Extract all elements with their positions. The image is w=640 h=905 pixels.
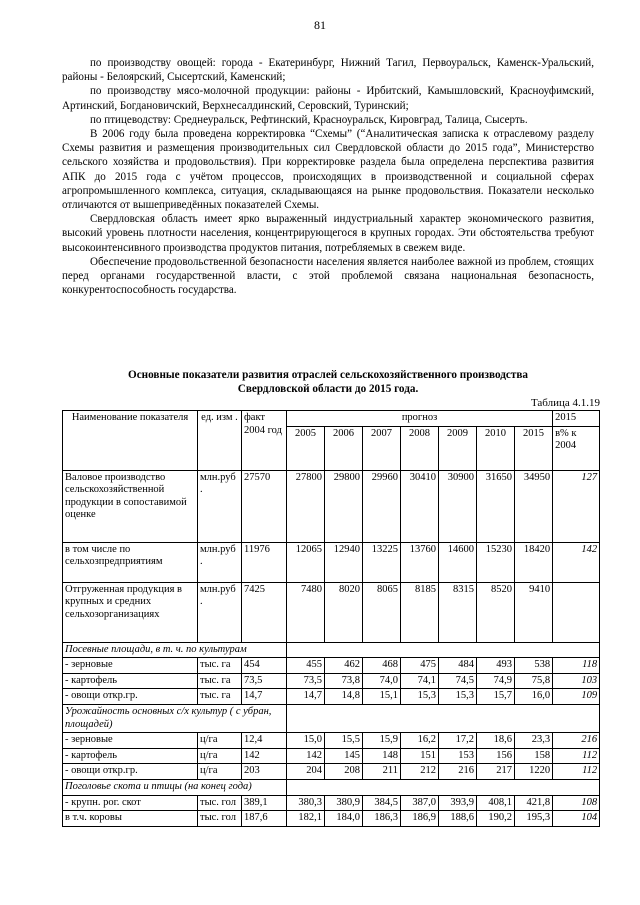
table-row: [63, 470, 600, 542]
row-fact: 389,1: [242, 795, 287, 811]
header-year: 2010: [477, 426, 515, 470]
section-row: [63, 704, 600, 732]
row-value: 156: [477, 748, 515, 764]
row-value: 73,5: [287, 673, 325, 689]
row-pct: 103: [553, 673, 600, 689]
header-year: 2005: [287, 426, 325, 470]
row-value: 74,9: [477, 673, 515, 689]
header-year: 2009: [439, 426, 477, 470]
header-year: 2015: [515, 426, 553, 470]
row-value: 216: [439, 764, 477, 780]
header-fact: факт 2004 год: [242, 411, 287, 471]
row-unit: тыс. гол: [198, 811, 242, 827]
row-value: 384,5: [363, 795, 401, 811]
row-value: 74,5: [439, 673, 477, 689]
row-value: 462: [325, 658, 363, 674]
header-year: 2008: [401, 426, 439, 470]
row-label: в том числе по сельхозпредприятиям: [63, 542, 198, 582]
row-value: 186,3: [363, 811, 401, 827]
row-unit: тыс. га: [198, 689, 242, 705]
row-pct: 142: [553, 542, 600, 582]
row-label: - овощи откр.гр.: [63, 764, 198, 780]
row-value: 34950: [515, 470, 553, 542]
row-unit: ц/га: [198, 764, 242, 780]
row-label: - зерновые: [63, 658, 198, 674]
row-unit: тыс. гол: [198, 795, 242, 811]
row-value: 74,1: [401, 673, 439, 689]
row-value: 15,1: [363, 689, 401, 705]
row-value: 151: [401, 748, 439, 764]
row-pct: 127: [553, 470, 600, 542]
table-row: [63, 658, 600, 674]
row-value: 14,8: [325, 689, 363, 705]
row-pct: 104: [553, 811, 600, 827]
table-row: [63, 542, 600, 582]
table-row: [63, 764, 600, 780]
row-unit: тыс. га: [198, 658, 242, 674]
row-label: - овощи откр.гр.: [63, 689, 198, 705]
paragraph: Обеспечение продовольственной безопасности населения является наиболее важной из проблем, стоящих перед органами государственной власти, с этой проблемой связана национальная безопасность, конкурентоспособность государства.: [62, 255, 594, 297]
row-value: 484: [439, 658, 477, 674]
paragraph: по производству мясо-молочной продукции: районы - Ирбитский, Камышловский, Красноуфимский, Артинский, Богдановичский, Верхнесалдинский, Серовский, Туринский;: [62, 85, 594, 112]
section-title: Урожайность основных с/х культур ( с убран, площадей): [63, 704, 287, 732]
row-value: 184,0: [325, 811, 363, 827]
row-pct: 118: [553, 658, 600, 674]
section-title: Посевные площади, в т. ч. по культурам: [63, 642, 287, 658]
row-value: 195,3: [515, 811, 553, 827]
row-value: 142: [287, 748, 325, 764]
indicators-table: [62, 410, 600, 827]
row-unit: млн.руб .: [198, 542, 242, 582]
row-value: 9410: [515, 582, 553, 642]
row-pct: [553, 582, 600, 642]
paragraph: по производству овощей: города - Екатеринбург, Нижний Тагил, Первоуральск, Каменск-Уральский, районы - Белоярский, Сысертский, Каменский;: [62, 57, 594, 84]
row-label: - крупн. рог. скот: [63, 795, 198, 811]
row-value: 148: [363, 748, 401, 764]
row-label: - картофель: [63, 748, 198, 764]
table-row: [63, 733, 600, 749]
header-pct-label: в% к 2004: [553, 426, 600, 470]
row-value: 23,3: [515, 733, 553, 749]
row-value: 8185: [401, 582, 439, 642]
row-value: 212: [401, 764, 439, 780]
row-value: 13225: [363, 542, 401, 582]
table-row: [63, 689, 600, 705]
row-value: 31650: [477, 470, 515, 542]
table-title-line: Свердловской области до 2015 года.: [237, 383, 419, 395]
row-value: 7480: [287, 582, 325, 642]
row-value: 14,7: [287, 689, 325, 705]
row-label: - картофель: [63, 673, 198, 689]
row-value: 27800: [287, 470, 325, 542]
row-value: 153: [439, 748, 477, 764]
row-value: 15,9: [363, 733, 401, 749]
row-value: 8520: [477, 582, 515, 642]
row-value: 1220: [515, 764, 553, 780]
row-value: 393,9: [439, 795, 477, 811]
row-label: Отгруженная продукция в крупных и средних сельхозорганизациях: [63, 582, 198, 642]
row-fact: 12,4: [242, 733, 287, 749]
section-filler: [287, 642, 600, 658]
row-value: 13760: [401, 542, 439, 582]
row-value: 18,6: [477, 733, 515, 749]
header-forecast: прогноз: [287, 411, 553, 427]
table-row: [63, 582, 600, 642]
row-value: 15,0: [287, 733, 325, 749]
row-value: 380,3: [287, 795, 325, 811]
row-value: 8315: [439, 582, 477, 642]
row-value: 186,9: [401, 811, 439, 827]
row-value: 75,8: [515, 673, 553, 689]
row-unit: млн.руб .: [198, 582, 242, 642]
row-value: 16,2: [401, 733, 439, 749]
table-row: [63, 811, 600, 827]
row-fact: 73,5: [242, 673, 287, 689]
row-pct: 216: [553, 733, 600, 749]
row-value: 380,9: [325, 795, 363, 811]
row-value: 15230: [477, 542, 515, 582]
row-unit: тыс. га: [198, 673, 242, 689]
row-value: 188,6: [439, 811, 477, 827]
row-value: 538: [515, 658, 553, 674]
table-title: [62, 368, 594, 396]
row-value: 15,7: [477, 689, 515, 705]
row-value: 158: [515, 748, 553, 764]
row-value: 14600: [439, 542, 477, 582]
body-text: [62, 56, 594, 297]
row-value: 468: [363, 658, 401, 674]
row-value: 211: [363, 764, 401, 780]
row-pct: 112: [553, 764, 600, 780]
row-label: - зерновые: [63, 733, 198, 749]
header-unit: ед. изм .: [198, 411, 242, 471]
row-value: 30900: [439, 470, 477, 542]
section-title: Поголовье скота и птицы (на конец года): [63, 779, 287, 795]
row-value: 15,3: [401, 689, 439, 705]
table-row: [63, 795, 600, 811]
row-label: Валовое производство сельскохозяйственной продукции в сопоставимой оценке: [63, 470, 198, 542]
row-value: 15,3: [439, 689, 477, 705]
row-label: в т.ч. коровы: [63, 811, 198, 827]
row-unit: ц/га: [198, 748, 242, 764]
row-value: 16,0: [515, 689, 553, 705]
table-row: [63, 748, 600, 764]
row-unit: ц/га: [198, 733, 242, 749]
table-number: Таблица 4.1.19: [530, 397, 600, 409]
header-name: Наименование показателя: [63, 411, 198, 471]
row-value: 217: [477, 764, 515, 780]
row-value: 493: [477, 658, 515, 674]
row-fact: 187,6: [242, 811, 287, 827]
paragraph: Свердловская область имеет ярко выраженный индустриальный характер экономического развития, высокий уровень плотности населения, концентрирующегося в крупных городах. Эти обстоятельства требуют высокоинтенсивного производства продуктов питания, потребляемых в свежем виде.: [62, 213, 594, 254]
row-fact: 454: [242, 658, 287, 674]
row-fact: 11976: [242, 542, 287, 582]
row-value: 182,1: [287, 811, 325, 827]
row-value: 455: [287, 658, 325, 674]
row-pct: 108: [553, 795, 600, 811]
row-value: 145: [325, 748, 363, 764]
page-number: 81: [314, 18, 326, 32]
row-value: 17,2: [439, 733, 477, 749]
header-year: 2006: [325, 426, 363, 470]
row-value: 18420: [515, 542, 553, 582]
row-value: 8065: [363, 582, 401, 642]
paragraph: по птицеводству: Среднеуральск, Рефтинский, Красноуральск, Кировград, Талица, Сысерть.: [90, 113, 528, 126]
row-value: 12940: [325, 542, 363, 582]
header-year: 2007: [363, 426, 401, 470]
row-value: 30410: [401, 470, 439, 542]
row-value: 29960: [363, 470, 401, 542]
row-value: 29800: [325, 470, 363, 542]
row-value: 475: [401, 658, 439, 674]
section-row: [63, 779, 600, 795]
row-fact: 203: [242, 764, 287, 780]
row-pct: 112: [553, 748, 600, 764]
row-value: 204: [287, 764, 325, 780]
row-pct: 109: [553, 689, 600, 705]
row-unit: млн.руб .: [198, 470, 242, 542]
row-value: 15,5: [325, 733, 363, 749]
row-value: 12065: [287, 542, 325, 582]
row-value: 387,0: [401, 795, 439, 811]
paragraph: В 2006 году была проведена корректировка “Схемы” (“Аналитическая записка к отраслевому разделу Схемы развития и размещения производительных сил Свердловской области до 2015 года”, Министерство сельского хозяйства и продовольствия). При корректировке раздела была определена перспектива развития АПК до 2015 года с учётом процессов, происходящих в производственной и социальной сферах агропромышленного комплекса, ситуация, складывающаяся на рынке продовольствия. Показатели несколько отличаются от вышеприведённых показателей Схемы.: [62, 128, 594, 212]
row-value: 408,1: [477, 795, 515, 811]
section-filler: [287, 704, 600, 732]
row-fact: 142: [242, 748, 287, 764]
row-value: 73,8: [325, 673, 363, 689]
row-value: 8020: [325, 582, 363, 642]
row-fact: 14,7: [242, 689, 287, 705]
row-fact: 27570: [242, 470, 287, 542]
header-pct-year: 2015: [553, 411, 600, 427]
section-filler: [287, 779, 600, 795]
section-row: [63, 642, 600, 658]
row-fact: 7425: [242, 582, 287, 642]
table-title-line: Основные показатели развития отраслей сельскохозяйственного производства: [128, 369, 528, 381]
row-value: 74,0: [363, 673, 401, 689]
table-row: [63, 673, 600, 689]
row-value: 190,2: [477, 811, 515, 827]
row-value: 421,8: [515, 795, 553, 811]
row-value: 208: [325, 764, 363, 780]
